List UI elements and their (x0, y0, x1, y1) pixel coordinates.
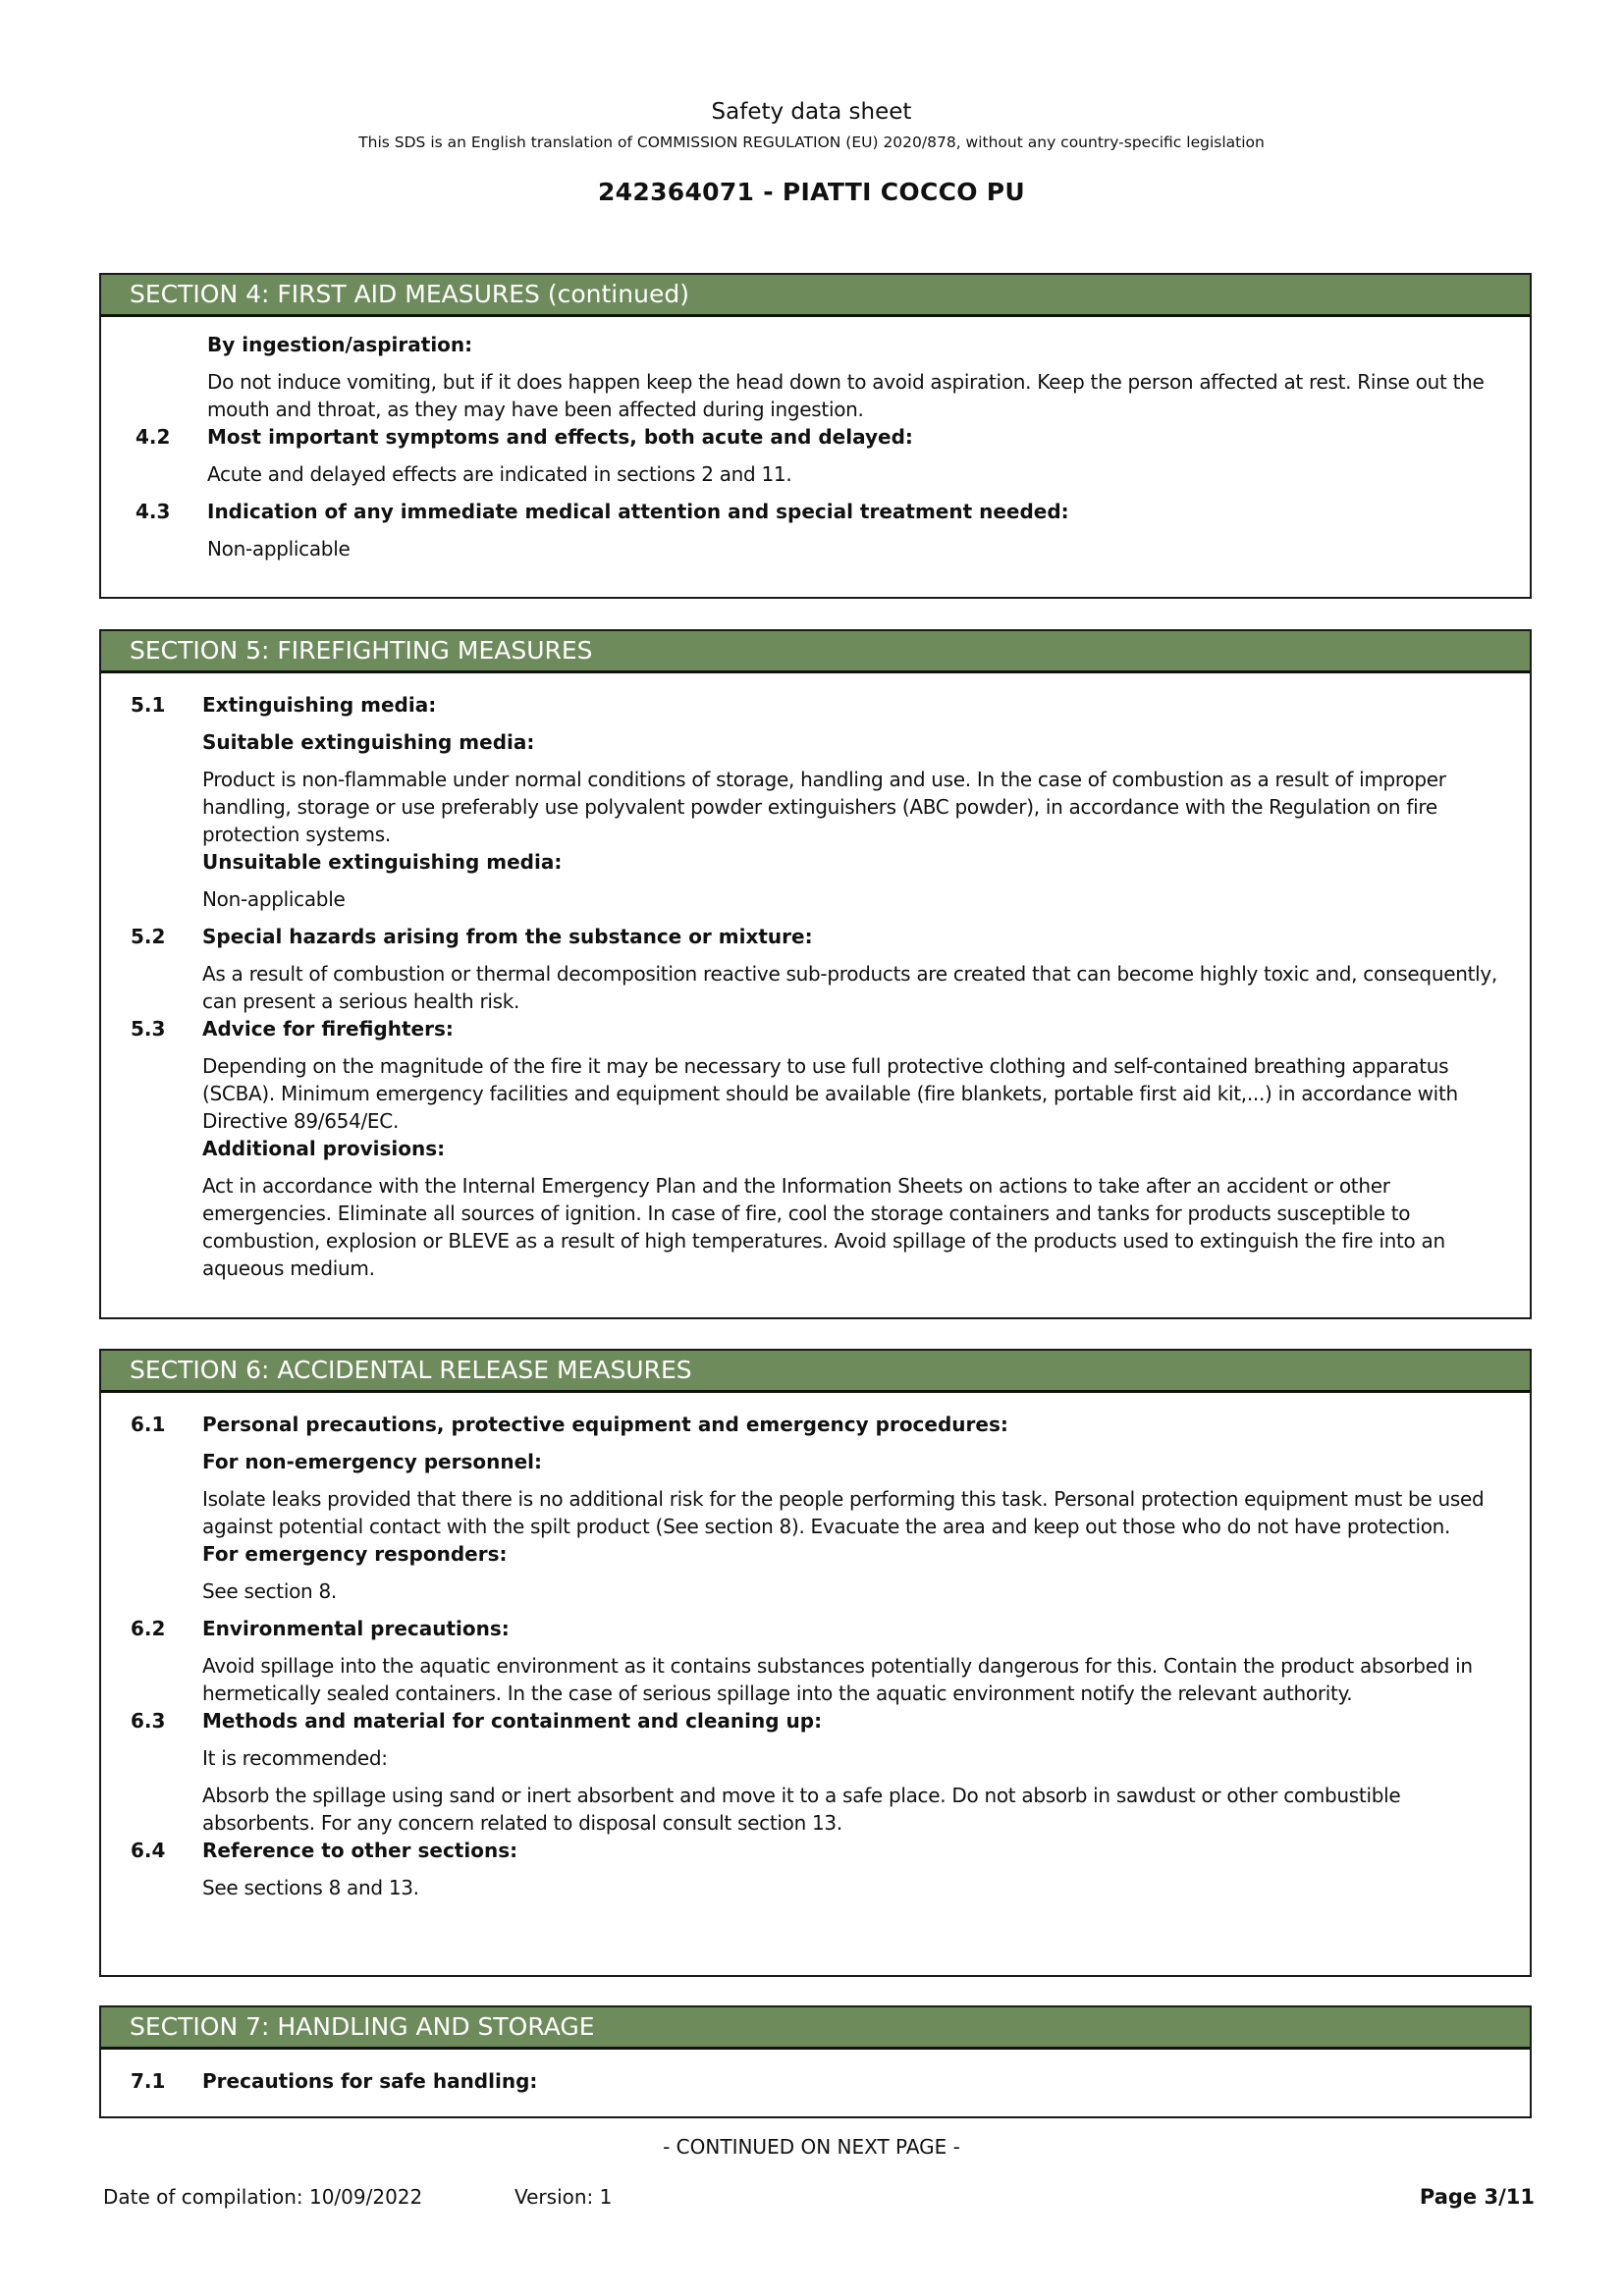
additional-provisions-heading: Additional provisions: (202, 1137, 446, 1160)
unsuitable-media-heading: Unsuitable extinguishing media: (202, 850, 563, 874)
subsection-number: 5.2 (131, 925, 166, 948)
emergency-responders-heading: For emergency responders: (202, 1542, 508, 1566)
subsection-5-3-text: Depending on the magnitude of the fire it may be necessary to use full protective clothing and self-contained breathing apparatus (SCBA). Minimum emergency facilities and equipment should be available (fire blankets, portable first aid kit,...) in accordance with Directive 89/654/EC. (202, 1054, 1458, 1133)
subsection-4-2-text: Acute and delayed effects are indicated in sections 2 and 11. (207, 462, 792, 486)
subsection-6-4-text: See sections 8 and 13. (202, 1876, 419, 1899)
subsection-number: 7.1 (131, 2069, 166, 2093)
subsection-6-2 (101, 1615, 1530, 1642)
subsection-4-3-text: Non-applicable (207, 537, 351, 561)
subsection-number: 4.2 (135, 425, 171, 449)
emergency-responders-text: See section 8. (202, 1579, 337, 1603)
subsection-5-3 (101, 1015, 1530, 1042)
continued-notice: - CONTINUED ON NEXT PAGE - (663, 2135, 960, 2159)
subsection-heading: Precautions for safe handling: (202, 2069, 538, 2093)
subsection-5-1 (101, 691, 1530, 719)
subsection-6-4 (101, 1837, 1530, 1864)
subsection-6-2-text: Avoid spillage into the aquatic environment as it contains substances potentially dangerous for this. Contain the product absorbed in hermetically sealed containers. In the case of serious spillage into the aquatic environment notify the relevant authority. (202, 1654, 1473, 1705)
ingestion-heading: By ingestion/aspiration: (207, 333, 473, 356)
section-5 (99, 629, 1532, 1319)
section-7 (99, 2005, 1532, 2118)
subsection-7-1 (101, 2067, 1530, 2095)
subsection-heading: Personal precautions, protective equipment and emergency procedures: (202, 1413, 1008, 1436)
document-title: Safety data sheet (711, 99, 912, 125)
non-emergency-text: Isolate leaks provided that there is no additional risk for the people performing this task. Personal protection equipment must be used against potential contact with the spilt product (See section 8). Evacuate the area and keep out those who do not have protection. (202, 1487, 1485, 1538)
unsuitable-media-text: Non-applicable (202, 887, 346, 911)
subsection-number: 6.4 (131, 1839, 166, 1862)
subsection-number: 6.3 (131, 1709, 166, 1733)
section-7-title: SECTION 7: HANDLING AND STORAGE (101, 2007, 1530, 2050)
additional-provisions-text: Act in accordance with the Internal Emergency Plan and the Information Sheets on actions to take after an accident or other emergencies. Eliminate all sources of ignition. In case of fire, cool the storage containers and tanks for products susceptible to combustion, explosion or BLEVE as a result of high temperatures. Avoid spillage of the products used to extinguish the fire into an aqueous medium. (202, 1174, 1445, 1280)
section-6-title: SECTION 6: ACCIDENTAL RELEASE MEASURES (101, 1351, 1530, 1393)
subsection-6-3-text-b: Absorb the spillage using sand or inert absorbent and move it to a safe place. Do not absorb in sawdust or other combustible absorbents. For any concern related to disposal consult section 13. (202, 1784, 1401, 1835)
subsection-heading: Extinguishing media: (202, 693, 437, 717)
subsection-6-3-text-a: It is recommended: (202, 1746, 388, 1770)
version-label: Version: 1 (514, 2185, 613, 2209)
product-name: 242364071 - PIATTI COCCO PU (597, 178, 1026, 206)
subsection-6-1 (101, 1411, 1530, 1438)
subsection-heading: Environmental precautions: (202, 1617, 510, 1640)
document-subtitle: This SDS is an English translation of COMMISSION REGULATION (EU) 2020/878, without any country-specific legislation (358, 133, 1265, 151)
subsection-4-2 (101, 423, 1530, 451)
subsection-5-2-text: As a result of combustion or thermal decomposition reactive sub-products are created that can become highly toxic and, consequently, can present a serious health risk. (202, 962, 1497, 1013)
subsection-number: 6.1 (131, 1413, 166, 1436)
subsection-heading: Most important symptoms and effects, both acute and delayed: (207, 425, 913, 449)
section-6 (99, 1349, 1532, 1977)
section-4 (99, 273, 1532, 599)
subsection-number: 4.3 (135, 500, 171, 523)
ingestion-text: Do not induce vomiting, but if it does happen keep the head down to avoid aspiration. Keep the person affected at rest. Rinse out the mouth and throat, as they may have been affected during ingestion. (207, 370, 1485, 421)
page-number: Page 3/11 (1419, 2185, 1535, 2209)
subsection-5-2 (101, 923, 1530, 950)
subsection-4-3 (101, 498, 1530, 525)
section-4-title: SECTION 4: FIRST AID MEASURES (continued) (101, 275, 1530, 317)
subsection-heading: Advice for firefighters: (202, 1017, 454, 1041)
non-emergency-heading: For non-emergency personnel: (202, 1450, 543, 1473)
suitable-media-heading: Suitable extinguishing media: (202, 730, 535, 754)
subsection-heading: Reference to other sections: (202, 1839, 518, 1862)
section-5-title: SECTION 5: FIREFIGHTING MEASURES (101, 631, 1530, 673)
subsection-heading: Indication of any immediate medical attention and special treatment needed: (207, 500, 1069, 523)
compilation-date: Date of compilation: 10/09/2022 (103, 2185, 423, 2209)
subsection-number: 6.2 (131, 1617, 166, 1640)
subsection-number: 5.3 (131, 1017, 166, 1041)
suitable-media-text: Product is non-flammable under normal conditions of storage, handling and use. In the case of combustion as a result of improper handling, storage or use preferably use polyvalent powder extinguishers (ABC powder), in accordance with the Regulation on fire protection systems. (202, 768, 1446, 846)
subsection-heading: Methods and material for containment and cleaning up: (202, 1709, 823, 1733)
subsection-6-3 (101, 1707, 1530, 1735)
subsection-heading: Special hazards arising from the substance or mixture: (202, 925, 813, 948)
subsection-number: 5.1 (131, 693, 166, 717)
